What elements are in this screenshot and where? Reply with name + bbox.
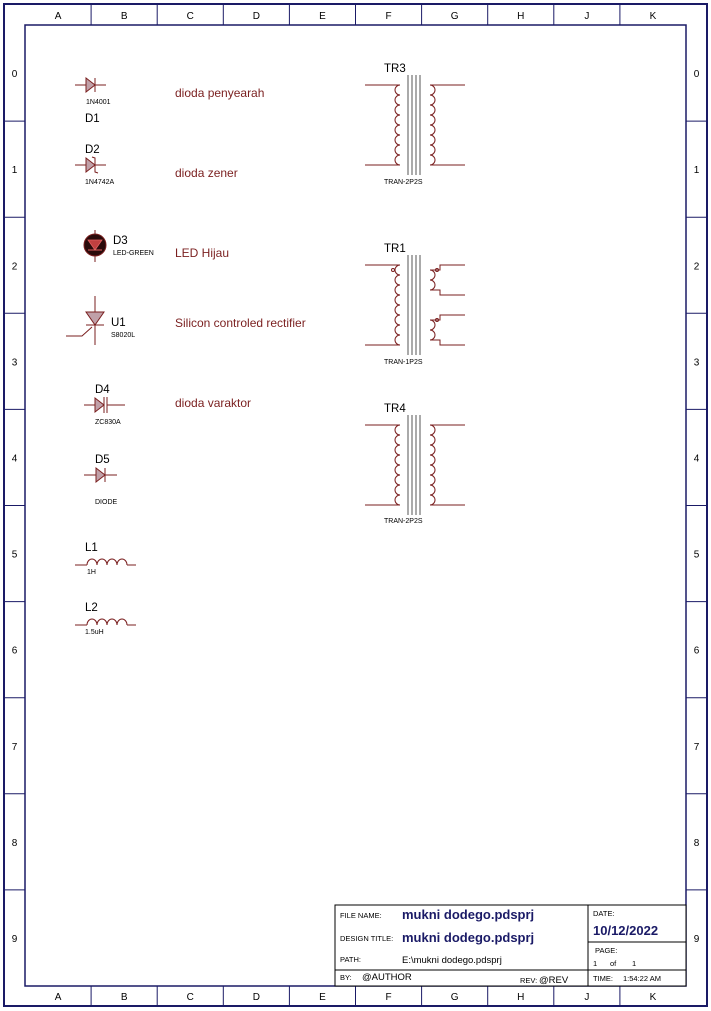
- row-label-3-right: 3: [693, 357, 700, 369]
- author-value: @AUTHOR: [362, 972, 412, 983]
- d3-description: LED Hijau: [175, 246, 230, 260]
- page-total: 1: [632, 959, 637, 968]
- row-label-4-left: 4: [11, 453, 18, 465]
- column-label-e-top: E: [319, 11, 326, 22]
- scr-u1-symbol[interactable]: [66, 296, 104, 345]
- page-current: 1: [593, 959, 598, 968]
- column-label-e-bottom: E: [319, 992, 326, 1003]
- l2-ref: L2: [85, 602, 98, 614]
- row-label-6-right: 6: [693, 645, 700, 657]
- varactor-d4-symbol[interactable]: [84, 397, 125, 413]
- d2-value: 1N4742A: [85, 179, 115, 186]
- l2-value: 1.5uH: [85, 629, 104, 636]
- file-name-value: mukni dodego.pdsprj: [402, 907, 535, 922]
- column-label-h-top: H: [517, 11, 525, 22]
- d2-ref: D2: [85, 144, 100, 156]
- row-label-5-left: 5: [11, 549, 18, 561]
- d4-value: ZC830A: [95, 419, 121, 426]
- column-label-d-bottom: D: [252, 992, 260, 1003]
- row-label-7-right: 7: [693, 741, 700, 753]
- design-title-label: DESIGN TITLE:: [340, 934, 394, 943]
- tr1-ref: TR1: [384, 243, 406, 255]
- column-label-k-bottom: K: [649, 992, 657, 1003]
- row-label-1-right: 1: [693, 165, 700, 177]
- row-label-2-left: 2: [11, 261, 18, 273]
- inner-frame: [25, 25, 686, 986]
- d5-value: DIODE: [95, 499, 118, 506]
- column-label-g-top: G: [450, 11, 459, 22]
- tr4-ref: TR4: [384, 403, 406, 415]
- d3-ref: D3: [113, 235, 128, 247]
- page-label: PAGE:: [595, 946, 618, 955]
- d5-ref: D5: [95, 454, 110, 466]
- transformer-tr3-symbol[interactable]: [365, 75, 465, 175]
- by-label: BY:: [340, 973, 352, 982]
- l1-value: 1H: [87, 569, 96, 576]
- rev-label: REV:: [520, 976, 538, 985]
- d2-description: dioda zener: [175, 166, 238, 180]
- page-of: of: [610, 959, 617, 968]
- time-value: 1:54:22 AM: [623, 974, 661, 983]
- row-label-9-left: 9: [11, 933, 18, 945]
- column-label-h-bottom: H: [517, 992, 525, 1003]
- column-label-j-bottom: J: [584, 992, 590, 1003]
- tr4-value: TRAN-2P2S: [384, 518, 423, 525]
- tr3-value: TRAN-2P2S: [384, 179, 423, 186]
- d4-ref: D4: [95, 384, 110, 396]
- diode-d5-symbol[interactable]: [84, 468, 117, 482]
- path-value: E:\mukni dodego.pdsprj: [402, 955, 502, 966]
- column-label-a-bottom: A: [54, 992, 62, 1003]
- diode-d1-symbol[interactable]: [75, 78, 106, 92]
- row-label-5-right: 5: [693, 549, 700, 561]
- column-label-b-top: B: [120, 11, 128, 22]
- date-label: DATE:: [593, 909, 615, 918]
- d1-ref: D1: [85, 113, 100, 125]
- row-label-8-left: 8: [11, 837, 18, 849]
- row-label-0-right: 0: [693, 69, 700, 81]
- zener-d2-symbol[interactable]: [75, 157, 106, 173]
- u1-value: S8020L: [111, 332, 136, 339]
- tr1-value: TRAN-1P2S: [384, 359, 423, 366]
- column-label-a-top: A: [54, 11, 62, 22]
- path-label: PATH:: [340, 955, 361, 964]
- row-label-4-right: 4: [693, 453, 700, 465]
- transformer-tr4-symbol[interactable]: [365, 415, 465, 515]
- row-label-0-left: 0: [11, 69, 18, 81]
- design-title-value: mukni dodego.pdsprj: [402, 930, 535, 945]
- d4-description: dioda varaktor: [175, 396, 252, 410]
- l1-ref: L1: [85, 542, 98, 554]
- row-label-7-left: 7: [11, 741, 18, 753]
- row-label-3-left: 3: [11, 357, 18, 369]
- u1-ref: U1: [111, 317, 126, 329]
- tr3-ref: TR3: [384, 63, 406, 75]
- u1-description: Silicon controled rectifier: [175, 316, 306, 330]
- row-label-6-left: 6: [11, 645, 18, 657]
- column-label-j-top: J: [584, 11, 590, 22]
- column-label-d-top: D: [252, 11, 260, 22]
- transformer-tr1-symbol[interactable]: [365, 255, 465, 355]
- inductor-l1-symbol[interactable]: [75, 559, 136, 565]
- column-label-b-bottom: B: [120, 992, 128, 1003]
- column-label-c-bottom: C: [186, 992, 194, 1003]
- rev-value: @REV: [539, 975, 569, 986]
- led-d3-symbol[interactable]: [84, 230, 106, 262]
- column-label-g-bottom: G: [450, 992, 459, 1003]
- column-label-f-bottom: F: [385, 992, 392, 1003]
- row-label-9-right: 9: [693, 933, 700, 945]
- d1-description: dioda penyearah: [175, 86, 265, 100]
- d1-value: 1N4001: [86, 99, 111, 106]
- row-label-2-right: 2: [693, 261, 700, 273]
- column-label-k-top: K: [649, 11, 657, 22]
- column-label-c-top: C: [186, 11, 194, 22]
- row-label-8-right: 8: [693, 837, 700, 849]
- row-label-1-left: 1: [11, 165, 18, 177]
- inductor-l2-symbol[interactable]: [75, 619, 136, 625]
- time-label: TIME:: [593, 974, 613, 983]
- column-label-f-top: F: [385, 11, 392, 22]
- d3-value: LED-GREEN: [113, 250, 154, 257]
- file-name-label: FILE NAME:: [340, 911, 382, 920]
- date-value: 10/12/2022: [593, 923, 659, 938]
